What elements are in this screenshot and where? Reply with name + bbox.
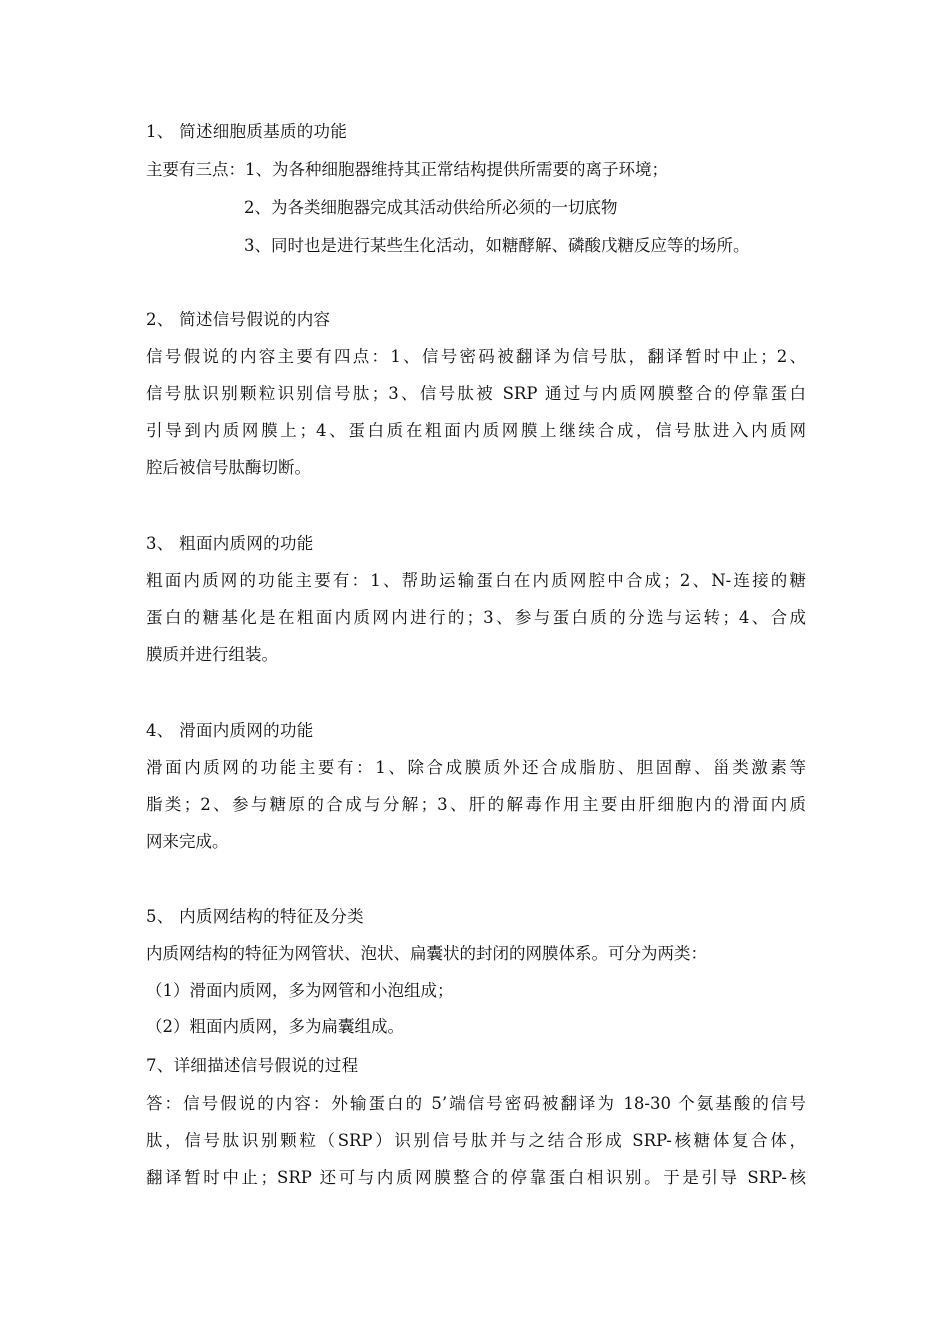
section-5-line-2: （1）滑面内质网，多为网管和小泡组成； <box>146 981 454 1000</box>
section-4-line-1: 滑面内质网的功能主要有：1、除合成膜质外还合成脂肪、胆固醇、甾类激素等 <box>146 758 806 777</box>
section-7-line-2: 肽，信号肽识别颗粒（SRP）识别信号肽并与之结合形成 SRP-核糖体复合体， <box>146 1131 806 1150</box>
section-2-line-2: 信号肽识别颗粒识别信号肽；3、信号肽被 SRP 通过与内质网膜整合的停靠蛋白 <box>146 384 806 403</box>
section-4-line-3: 网来完成。 <box>146 832 229 851</box>
section-3-line-3: 膜质并进行组装。 <box>146 645 278 664</box>
section-3-heading: 3、 粗面内质网的功能 <box>146 534 314 553</box>
section-7-line-3: 翻译暂时中止；SRP 还可与内质网膜整合的停靠蛋白相识别。于是引导 SRP-核 <box>146 1168 806 1187</box>
section-1-heading: 1、 简述细胞质基质的功能 <box>146 122 348 141</box>
section-4-line-2: 脂类；2、参与糖原的合成与分解；3、肝的解毒作用主要由肝细胞内的滑面内质 <box>146 795 806 814</box>
section-3-line-2: 蛋白的糖基化是在粗面内质网内进行的；3、参与蛋白质的分选与运转；4、合成 <box>146 608 806 627</box>
section-5-line-1: 内质网结构的特征为网管状、泡状、扁囊状的封闭的网膜体系。可分为两类： <box>146 944 707 963</box>
section-5-line-3: （2）粗面内质网，多为扁囊组成。 <box>146 1017 404 1036</box>
section-7-line-1: 答：信号假说的内容：外输蛋白的 5’端信号密码被翻译为 18-30 个氨基酸的信号 <box>146 1094 806 1113</box>
section-4-heading: 4、 滑面内质网的功能 <box>146 721 314 740</box>
section-1-line-2: 2、为各类细胞器完成其活动供给所必须的一切底物 <box>244 198 618 217</box>
section-2-line-4: 腔后被信号肽酶切断。 <box>146 458 311 477</box>
section-2-heading: 2、 简述信号假说的内容 <box>146 310 331 329</box>
section-3-line-1: 粗面内质网的功能主要有：1、帮助运输蛋白在内质网腔中合成；2、N-连接的糖 <box>146 571 806 590</box>
section-2-line-1: 信号假说的内容主要有四点：1、信号密码被翻译为信号肽，翻译暂时中止；2、 <box>146 347 806 366</box>
section-2-line-3: 引导到内质网膜上；4、蛋白质在粗面内质网膜上继续合成，信号肽进入内质网 <box>146 421 806 440</box>
section-1-line-3: 3、同时也是进行某些生化活动，如糖酵解、磷酸戊糖反应等的场所。 <box>244 236 750 255</box>
section-1-line-1: 主要有三点：1、为各种细胞器维持其正常结构提供所需要的离子环境； <box>146 160 668 179</box>
section-5-heading: 5、 内质网结构的特征及分类 <box>146 907 364 926</box>
section-7-heading: 7、详细描述信号假说的过程 <box>146 1056 359 1075</box>
